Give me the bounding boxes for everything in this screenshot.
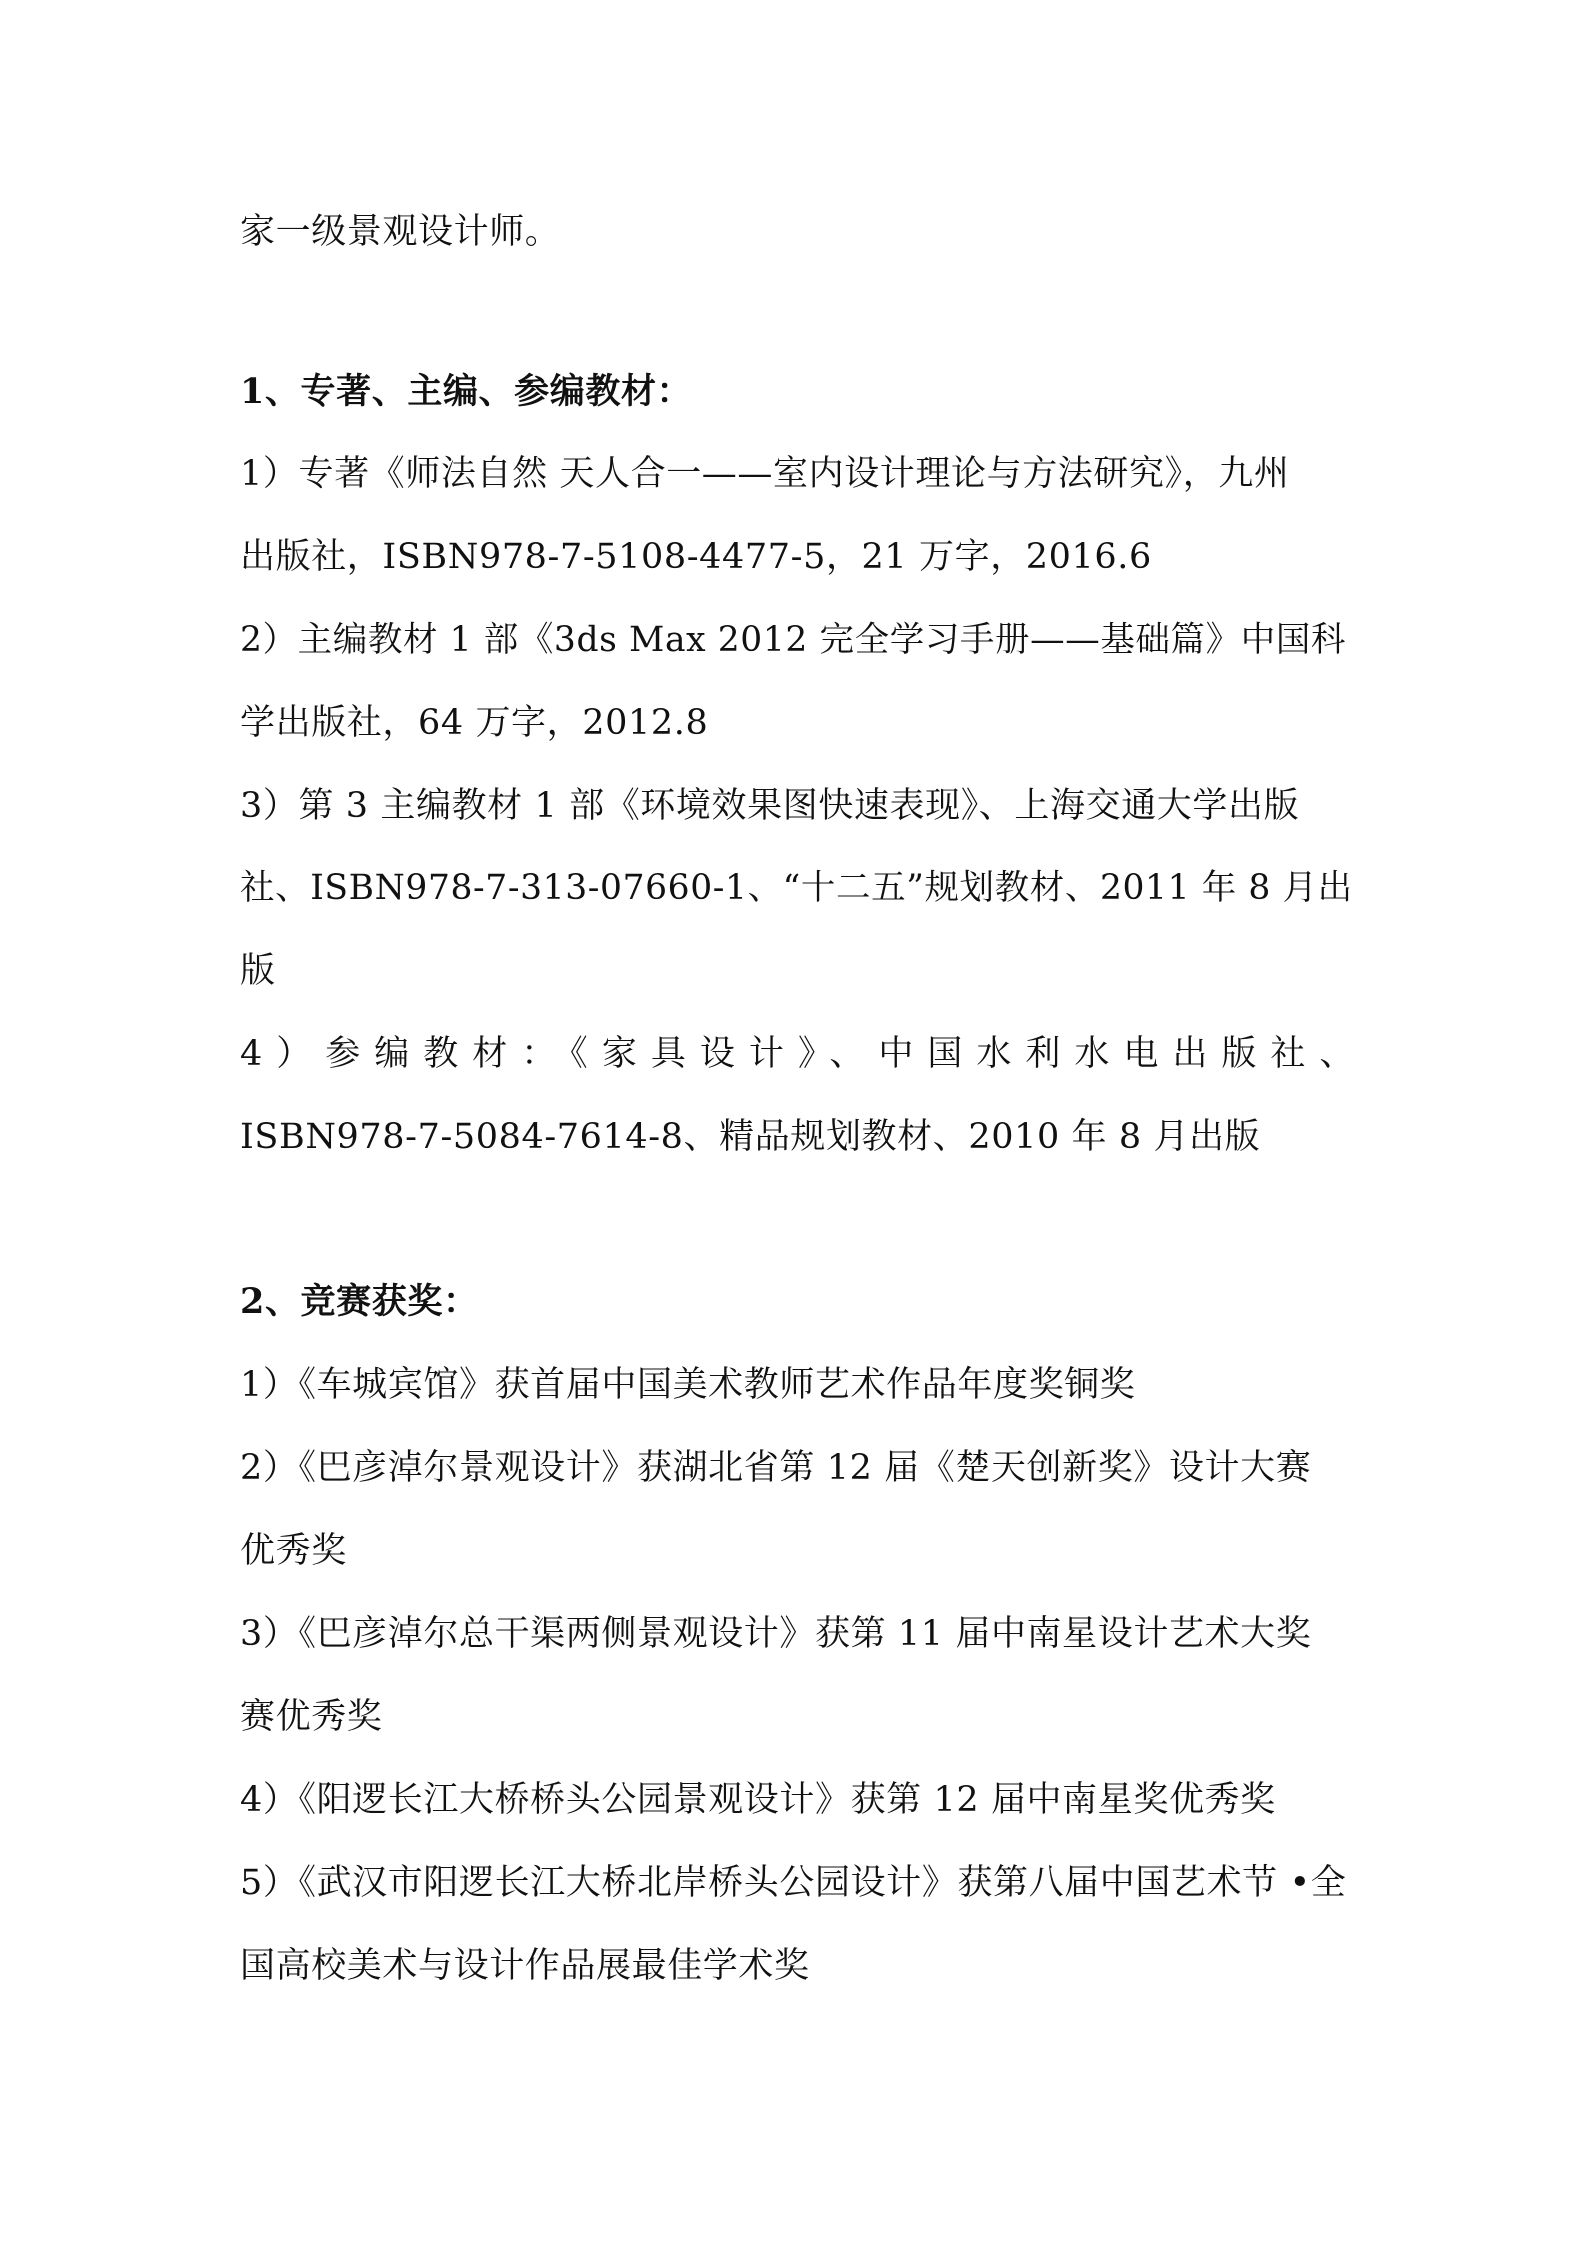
section1-item2-line2: 学出版社，64 万字，2012.8: [240, 703, 709, 743]
section1-item3-line1: 3）第 3 主编教材 1 部《环境效果图快速表现》、上海交通大学出版: [240, 786, 1300, 826]
section2-item4-line1: 4）《阳逻长江大桥桥头公园景观设计》获第 12 届中南星奖优秀奖: [240, 1780, 1276, 1820]
section1-item3-line3: 版: [240, 951, 276, 991]
section1-item2-line1: 2）主编教材 1 部《3ds Max 2012 完全学习手册——基础篇》中国科: [240, 620, 1347, 660]
section1-heading: 1、专著、主编、参编教材：: [240, 371, 693, 412]
section2-item1-line1: 1）《车城宾馆》获首届中国美术教师艺术作品年度奖铜奖: [240, 1365, 1136, 1405]
section2-item2-line1: 2）《巴彦淖尔景观设计》获湖北省第 12 届《楚天创新奖》设计大赛: [240, 1448, 1312, 1488]
section1-item4-line1: 4）参编教材：《家具设计》、中国水利水电出版社、: [240, 1034, 1355, 1074]
section2-item5-line2: 国高校美术与设计作品展最佳学术奖: [240, 1946, 810, 1986]
section2-item3-line1: 3）《巴彦淖尔总干渠两侧景观设计》获第 11 届中南星设计艺术大奖: [240, 1614, 1312, 1654]
section2-heading: 2、竞赛获奖：: [240, 1281, 479, 1322]
intro-continuation: 家一级景观设计师。: [240, 212, 561, 252]
section2-item3-line2: 赛优秀奖: [240, 1697, 383, 1737]
section1-item1-line1: 1）专著《师法自然 天人合一——室内设计理论与方法研究》，九州: [240, 454, 1290, 494]
section2-item2-line2: 优秀奖: [240, 1531, 347, 1571]
section1-item1-line2: 出版社，ISBN978-7-5108-4477-5，21 万字，2016.6: [240, 537, 1152, 577]
section1-item4-line2: ISBN978-7-5084-7614-8、精品规划教材、2010 年 8 月出版: [240, 1117, 1261, 1157]
section2-item5-line1: 5）《武汉市阳逻长江大桥北岸桥头公园设计》获第八届中国艺术节 •全: [240, 1863, 1347, 1903]
section1-item3-line2: 社、ISBN978-7-313-07660-1、“十二五”规划教材、2011 年 8 月出: [240, 868, 1353, 908]
